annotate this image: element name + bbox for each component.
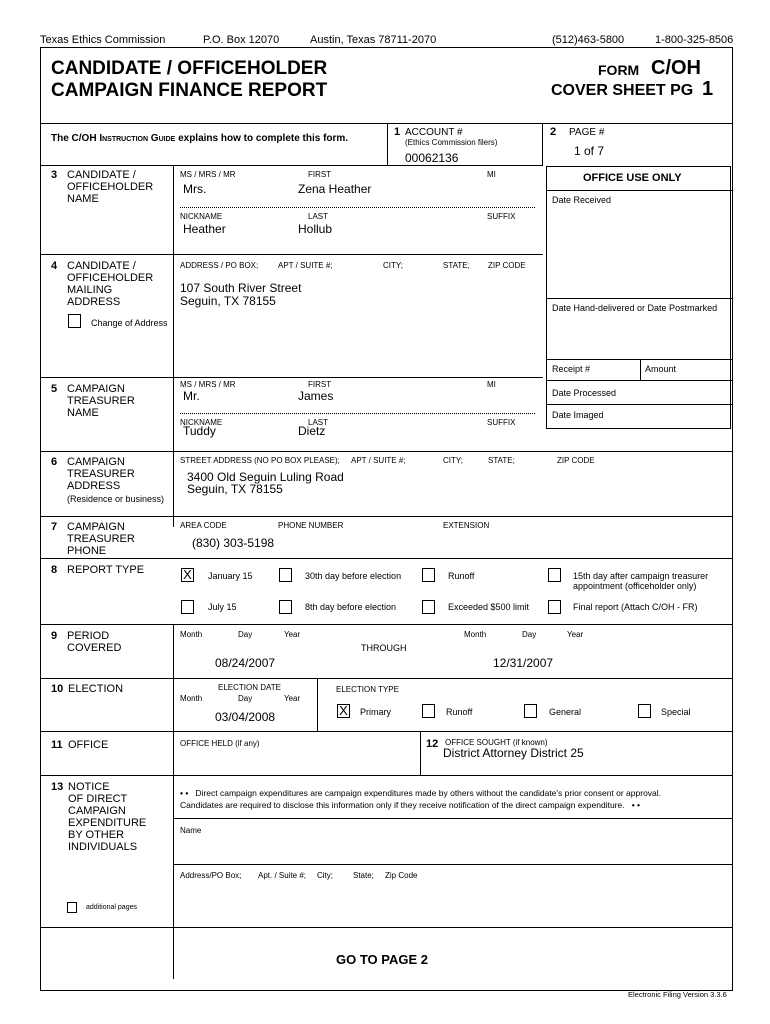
- office-date-imaged: Date Imaged: [552, 410, 604, 420]
- notice-col-address: Address/PO Box;: [180, 871, 242, 880]
- election-runoff-checkbox[interactable]: [422, 704, 435, 718]
- office-divider-2: [546, 359, 732, 360]
- candidate-number: 3: [51, 169, 58, 181]
- treasurer-phone-col-area: AREA CODE: [180, 521, 227, 530]
- treasurer-prefix[interactable]: Mr.: [183, 389, 200, 403]
- report-500-label: Exceeded $500 limit: [448, 602, 530, 612]
- go-to-page-2[interactable]: GO TO PAGE 2: [336, 952, 428, 967]
- report-15th-label-l2: appointment (officeholder only): [573, 581, 697, 591]
- page-number-label: 2: [550, 126, 557, 138]
- treasurer-col-suffix: SUFFIX: [487, 418, 516, 427]
- agency-tollfree: 1-800-325-8506: [655, 34, 734, 46]
- candidate-label-l2: OFFICEHOLDER: [67, 181, 154, 193]
- report-500-checkbox[interactable]: [422, 600, 435, 614]
- notice-col-name: Name: [180, 826, 202, 835]
- title-line2: CAMPAIGN FINANCE REPORT: [51, 80, 328, 101]
- change-of-address-checkbox[interactable]: [68, 314, 81, 328]
- treasurer-phone-col-phone: PHONE NUMBER: [278, 521, 344, 530]
- notice-text-l1-content: Direct campaign expenditures are campaign expenditures made by others without the candidate's prior consent or approval.: [195, 788, 662, 798]
- period-from-date[interactable]: 08/24/2007: [215, 656, 276, 670]
- treasurer-phone-label-l2: TREASURER: [67, 533, 135, 545]
- section-label-divider-a: [173, 165, 174, 527]
- treasurer-label-l3: NAME: [67, 407, 99, 419]
- office-divider-4: [546, 404, 732, 405]
- treasurer-address-col-apt: APT / SUITE #;: [351, 456, 406, 465]
- row4-top: [40, 254, 543, 255]
- treasurer-address-number: 6: [51, 456, 58, 468]
- report-15th-checkbox[interactable]: [548, 568, 561, 582]
- candidate-col-suffix: SUFFIX: [487, 212, 516, 221]
- treasurer-col-mi: MI: [487, 380, 496, 389]
- treasurer-col-first: FIRST: [308, 380, 332, 389]
- office-date-hand-delivered: Date Hand-delivered or Date Postmarked: [552, 303, 718, 313]
- filing-version: Electronic Filing Version 3.3.6: [628, 990, 727, 999]
- row11-top: [40, 731, 733, 732]
- report-final-label: Final report (Attach C/OH - FR): [573, 602, 698, 612]
- office-divider-1: [546, 298, 732, 299]
- notice-text-l2: [180, 800, 640, 810]
- treasurer-address-col-city: CITY;: [443, 456, 463, 465]
- office-receipt: Receipt #: [552, 364, 591, 374]
- period-from-col-day: Day: [238, 630, 253, 639]
- row5-top: [40, 377, 543, 378]
- candidate-col-prefix: MS / MRS / MR: [180, 170, 236, 179]
- treasurer-phone-label-l1: CAMPAIGN: [67, 521, 125, 533]
- report-jul15-label: July 15: [208, 602, 237, 612]
- election-number: 10: [51, 683, 64, 695]
- election-primary-checkbox[interactable]: X: [337, 704, 350, 718]
- report-runoff-label: Runoff: [448, 571, 475, 581]
- notice-dots-end: • •: [631, 800, 641, 810]
- report-jan15-checkbox[interactable]: X: [181, 568, 194, 582]
- notice-text-l1: [180, 788, 661, 798]
- account-label: ACCOUNT #: [405, 127, 463, 138]
- report-runoff-checkbox[interactable]: [422, 568, 435, 582]
- office-col-sought: OFFICE SOUGHT (if known): [445, 738, 548, 747]
- candidate-col-last: LAST: [308, 212, 329, 221]
- election-special-checkbox[interactable]: [638, 704, 651, 718]
- row13-top: [40, 775, 733, 776]
- mailing-label-l1: CANDIDATE /: [67, 260, 136, 272]
- row7-top: [40, 516, 733, 517]
- treasurer-phone-label-l3: PHONE: [67, 545, 107, 557]
- notice-dots: • •: [180, 788, 189, 798]
- period-to-col-day: Day: [522, 630, 537, 639]
- mailing-col-city: CITY;: [383, 261, 403, 270]
- mailing-line2[interactable]: Seguin, TX 78155: [180, 294, 276, 308]
- page-label: PAGE #: [569, 127, 605, 138]
- election-general-checkbox[interactable]: [524, 704, 537, 718]
- report-15th-label-l1: 15th day after campaign treasurer: [573, 571, 709, 581]
- office-sought-number: 12: [426, 738, 439, 750]
- election-special-label: Special: [661, 707, 691, 717]
- office-sought-value[interactable]: District Attorney District 25: [443, 746, 584, 760]
- office-use-title: OFFICE USE ONLY: [583, 172, 682, 184]
- candidate-last-name[interactable]: Hollub: [298, 222, 333, 236]
- notice-col-apt: Apt. / Suite #;: [258, 871, 307, 880]
- treasurer-label-l2: TREASURER: [67, 395, 135, 407]
- treasurer-address-line2[interactable]: Seguin, TX 78155: [187, 482, 283, 496]
- additional-pages-label: additional pages: [86, 904, 137, 911]
- candidate-col-first: FIRST: [308, 170, 332, 179]
- period-label-l1: PERIOD: [67, 630, 110, 642]
- notice-text-l2-content: Candidates are required to disclose this information only if they receive notification of the direct campaign expenditure.: [180, 800, 625, 810]
- mailing-label-l3: MAILING: [67, 284, 113, 296]
- candidate-col-mi: MI: [487, 170, 496, 179]
- report-30th-label: 30th day before election: [305, 571, 402, 581]
- mailing-label-l4: ADDRESS: [67, 296, 121, 308]
- account-value: 00062136: [405, 151, 459, 165]
- election-date[interactable]: 03/04/2008: [215, 710, 276, 724]
- election-label: ELECTION: [68, 683, 124, 695]
- election-primary-label: Primary: [360, 707, 391, 717]
- office-col-held: OFFICE HELD (if any): [180, 739, 260, 748]
- period-from-col-month: Month: [180, 630, 203, 639]
- mailing-col-zip: ZIP CODE: [488, 261, 526, 270]
- candidate-dotted-divider: [180, 207, 535, 208]
- mailing-line1[interactable]: 107 South River Street: [180, 281, 302, 295]
- row10-top: [40, 678, 733, 679]
- row9-top: [40, 624, 733, 625]
- treasurer-col-nickname: NICKNAME: [180, 418, 223, 427]
- mailing-col-apt: APT / SUITE #;: [278, 261, 333, 270]
- treasurer-address-note: (Residence or business): [67, 494, 165, 504]
- notice-col-state: State;: [353, 871, 374, 880]
- form-word: FORM: [598, 62, 640, 78]
- guide-suffix: explains how to complete this form.: [178, 133, 349, 144]
- treasurer-phone-value[interactable]: (830) 303-5198: [192, 536, 275, 550]
- frame-right: [732, 47, 733, 991]
- notice-label-l4: EXPENDITURE: [68, 817, 147, 829]
- notice-number: 13: [51, 781, 64, 793]
- footer-top: [40, 927, 733, 928]
- treasurer-address-col-zip: ZIP CODE: [557, 456, 595, 465]
- page-left-border: [542, 123, 543, 166]
- report-jul15-checkbox[interactable]: [181, 600, 194, 614]
- report-jan15-label: January 15: [208, 571, 253, 581]
- treasurer-address-col-street: STREET ADDRESS (NO PO BOX PLEASE);: [180, 456, 340, 465]
- notice-label-l6: INDIVIDUALS: [68, 841, 138, 853]
- treasurer-col-prefix: MS / MRS / MR: [180, 380, 236, 389]
- report-final-checkbox[interactable]: [548, 600, 561, 614]
- office-divider-3: [546, 380, 732, 381]
- treasurer-label-l1: CAMPAIGN: [67, 383, 125, 395]
- notice-label-l3: CAMPAIGN: [68, 805, 126, 817]
- period-to-col-year: Year: [567, 630, 584, 639]
- mailing-number: 4: [51, 260, 58, 272]
- report-30th-checkbox[interactable]: [279, 568, 292, 582]
- mailing-col-address: ADDRESS / PO BOX;: [180, 261, 259, 270]
- period-to-col-month: Month: [464, 630, 487, 639]
- account-number-label: 1: [394, 126, 401, 138]
- period-to-date[interactable]: 12/31/2007: [493, 656, 554, 670]
- title-line1: CANDIDATE / OFFICEHOLDER: [51, 58, 328, 79]
- office-use-title-divider: [546, 190, 732, 191]
- candidate-col-nickname: NICKNAME: [180, 212, 223, 221]
- treasurer-address-label-l3: ADDRESS: [67, 480, 121, 492]
- period-label-l2: COVERED: [67, 642, 122, 654]
- election-col-year: Year: [284, 694, 301, 703]
- office-label: OFFICE: [68, 739, 109, 751]
- report-type-label: REPORT TYPE: [67, 564, 145, 576]
- agency-pobox: P.O. Box 12070: [203, 34, 280, 46]
- cover-sheet-label: COVER SHEET PG: [551, 82, 694, 99]
- treasurer-address-label-l1: CAMPAIGN: [67, 456, 125, 468]
- candidate-first-name[interactable]: Zena Heather: [298, 182, 372, 196]
- election-col-day: Day: [238, 694, 253, 703]
- notice-address-divider: [173, 864, 733, 865]
- notice-name-divider: [173, 818, 733, 819]
- report-8th-label: 8th day before election: [305, 602, 397, 612]
- election-col-type: ELECTION TYPE: [336, 685, 399, 694]
- office-receipt-divider: [640, 359, 641, 380]
- agency-name: Texas Ethics Commission: [40, 34, 166, 46]
- candidate-label-l3: NAME: [67, 193, 99, 205]
- election-runoff-label: Runoff: [446, 707, 473, 717]
- agency-phone: (512)463-5800: [552, 34, 625, 46]
- treasurer-last-name[interactable]: Dietz: [298, 424, 326, 438]
- candidate-nickname[interactable]: Heather: [183, 222, 226, 236]
- additional-pages-checkbox[interactable]: [67, 902, 77, 913]
- report-8th-checkbox[interactable]: [279, 600, 292, 614]
- frame-top: [40, 47, 733, 48]
- treasurer-phone-col-ext: EXTENSION: [443, 521, 490, 530]
- period-number: 9: [51, 630, 58, 642]
- notice-label-l1: NOTICE: [68, 781, 110, 793]
- agency-city: Austin, Texas 78711-2070: [310, 34, 437, 46]
- treasurer-nickname[interactable]: Tuddy: [183, 424, 216, 438]
- cover-sheet-page: 1: [702, 78, 714, 100]
- notice-label-l2: OF DIRECT: [68, 793, 128, 805]
- candidate-label-l1: CANDIDATE /: [67, 169, 136, 181]
- treasurer-address-col-state: STATE;: [488, 456, 515, 465]
- office-amount: Amount: [645, 364, 677, 374]
- row6-top: [40, 451, 733, 452]
- notice-label-l5: BY OTHER: [68, 829, 125, 841]
- office-date-received: Date Received: [552, 195, 612, 205]
- office-date-processed: Date Processed: [552, 388, 617, 398]
- period-from-col-year: Year: [284, 630, 301, 639]
- election-col-month: Month: [180, 694, 203, 703]
- treasurer-first-name[interactable]: James: [298, 389, 334, 403]
- change-of-address-label: Change of Address: [91, 318, 168, 328]
- mailing-label-l2: OFFICEHOLDER: [67, 272, 154, 284]
- treasurer-phone-number: 7: [51, 521, 58, 533]
- report-type-number: 8: [51, 564, 58, 576]
- guide-name: Instruction Guide: [99, 133, 176, 144]
- account-left-border: [387, 123, 388, 166]
- frame-left: [40, 47, 41, 991]
- treasurer-col-last: LAST: [308, 418, 329, 427]
- guide-text: [51, 133, 348, 144]
- row8-top: [40, 558, 733, 559]
- page-value: 1 of 7: [574, 144, 605, 158]
- period-through: THROUGH: [361, 643, 407, 653]
- form-code: C/OH: [651, 57, 701, 79]
- notice-col-zip: Zip Code: [385, 871, 418, 880]
- treasurer-address-label-l2: TREASURER: [67, 468, 135, 480]
- account-sublabel: (Ethics Commission filers): [405, 138, 498, 147]
- treasurer-dotted-divider: [180, 413, 535, 414]
- election-type-divider: [317, 678, 318, 731]
- election-general-label: General: [549, 707, 582, 717]
- row3-top: [40, 165, 543, 166]
- candidate-prefix[interactable]: Mrs.: [183, 182, 207, 196]
- treasurer-number: 5: [51, 383, 58, 395]
- election-col-date: ELECTION DATE: [218, 683, 281, 692]
- treasurer-address-line1[interactable]: 3400 Old Seguin Luling Road: [187, 470, 344, 484]
- mailing-col-state: STATE;: [443, 261, 470, 270]
- office-sought-divider: [420, 731, 421, 775]
- guide-prefix: The C/OH: [51, 133, 97, 144]
- notice-col-city: City;: [317, 871, 333, 880]
- office-number: 11: [51, 739, 63, 751]
